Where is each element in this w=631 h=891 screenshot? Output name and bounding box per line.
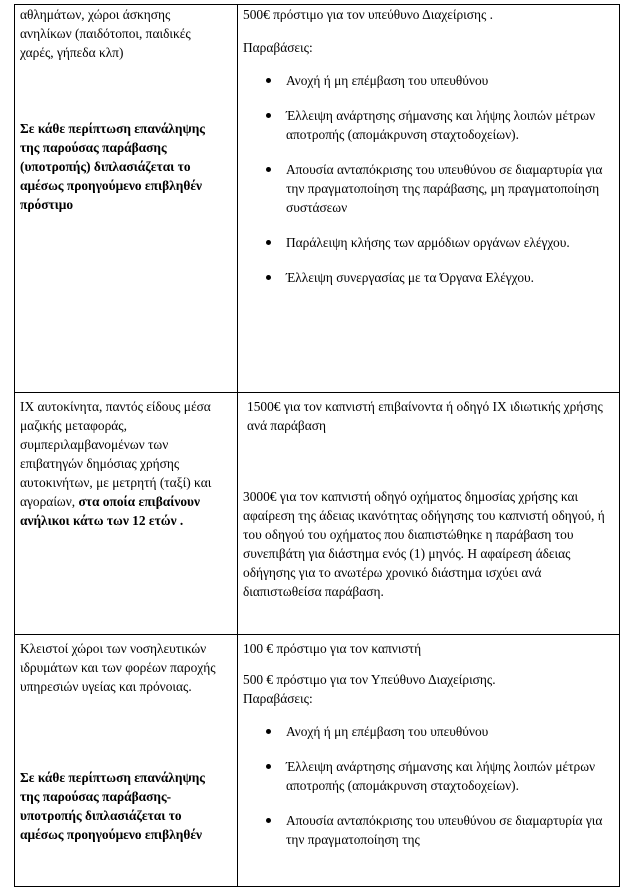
column-divider [237, 5, 238, 886]
violation-item: Έλλειψη συνεργασίας με τα Όργανα Ελέγχου. [243, 268, 617, 287]
bullet-icon [266, 729, 271, 734]
row-2-penalty-cell [243, 397, 617, 601]
violations-list [243, 71, 617, 287]
violation-item: Παράλειψη κλήσης των αρμόδιων οργάνων ελέγχου. [243, 233, 617, 252]
location-text: ΙΧ αυτοκίνητα, παντός είδους μέσα μαζικής μεταφοράς, συμπεριλαμβανομένων των επιβατηγών δημόσιας χρήσης αυτοκινήτων, με μετρητή (ταξί) και αγοραίων, στα οποία επιβαίνουν ανήλικοι κάτω των 12 ετών . [20, 399, 212, 528]
location-text: αθλημάτων, χώροι άσκησης ανηλίκων (παιδότοποι, παιδικές χαρές, γήπεδα κλπ) [20, 7, 191, 60]
violations-list [243, 722, 617, 849]
violation-item: Απουσία ανταπόκρισης του υπευθύνου σε διαμαρτυρία για την πραγματοποίηση της [243, 811, 617, 849]
bullet-icon [266, 240, 271, 245]
bullet-icon [266, 78, 271, 83]
bullet-icon [266, 275, 271, 280]
violations-label: Παραβάσεις: [243, 691, 313, 706]
bullet-icon [266, 167, 271, 172]
violation-item: Ανοχή ή μη επέμβαση του υπευθύνου [243, 71, 617, 90]
fine-public-vehicle: 3000€ για τον καπνιστή οδηγό οχήματος δημοσίας χρήσης και αφαίρεση της άδειας ικανότητας οδήγησης του καπνιστή οδηγού, ή του οδηγού του οχήματος που διαπιστώθηκε η παράβαση του συνεπιβάτη για διάστημα ενός (1) μηνός. Η αφαίρεση άδειας οδήγησης για το ανωτέρω χρονικό διάστημα ισχύει ανά διαπιστωθείσα παράβαση. [243, 489, 605, 599]
fine-text: 500€ πρόστιμο για τον υπεύθυνο Διαχείρισης . [243, 7, 494, 22]
location-text: Κλειστοί χώροι των νοσηλευτικών ιδρυμάτων και των φορέων παροχής υπηρεσιών υγείας και πρόνοιας. [20, 641, 216, 694]
bullet-icon [266, 764, 271, 769]
violations-label: Παραβάσεις: [243, 40, 313, 55]
minors-emphasis: στα οποία επιβαίνουν ανήλικοι κάτω των 12 ετών . [20, 494, 200, 528]
row-divider [15, 392, 619, 393]
violation-item: Έλλειψη ανάρτησης σήμανσης και λήψης λοιπών μέτρων αποτροπής (απομάκρυνση σταχτοδοχείων). [243, 757, 617, 795]
row-1-location-cell [20, 5, 220, 214]
row-2-location-cell [20, 397, 220, 530]
fine-manager: 500 € πρόστιμο για τον Υπεύθυνο Διαχείρισης. [243, 672, 496, 687]
row-1-penalty-cell [243, 5, 617, 287]
violation-item: Απουσία ανταπόκρισης του υπευθύνου σε διαμαρτυρία για την πραγματοποίηση της παράβασης, μη πραγματοποίηση συστάσεων [243, 160, 617, 217]
fine-smoker: 100 € πρόστιμο για τον καπνιστή [243, 641, 422, 656]
violation-item: Ανοχή ή μη επέμβαση του υπευθύνου [243, 722, 617, 741]
bullet-icon [266, 113, 271, 118]
bullet-icon [266, 818, 271, 823]
row-divider [15, 634, 619, 635]
violation-item: Έλλειψη ανάρτησης σήμανσης και λήψης λοιπών μέτρων αποτροπής (απομάκρυνση σταχτοδοχείων). [243, 106, 617, 144]
row-3-penalty-cell [243, 639, 617, 849]
row-3-location-cell [20, 639, 220, 844]
fine-private-car: 1500€ για τον καπνιστή επιβαίνοντα ή οδηγό ΙΧ ιδιωτικής χρήσης ανά παράβαση [247, 399, 603, 433]
penalties-table [14, 4, 620, 887]
repeat-offense-note: Σε κάθε περίπτωση επανάληψης της παρούσας παράβασης (υποτροπής) διπλασιάζεται το αμέσως προηγούμενο επιβληθέν πρόστιμο [20, 121, 205, 212]
repeat-offense-note: Σε κάθε περίπτωση επανάληψης της παρούσας παράβασης-υποτροπής διπλασιάζεται το αμέσως προηγούμενο επιβληθέν [20, 770, 205, 842]
